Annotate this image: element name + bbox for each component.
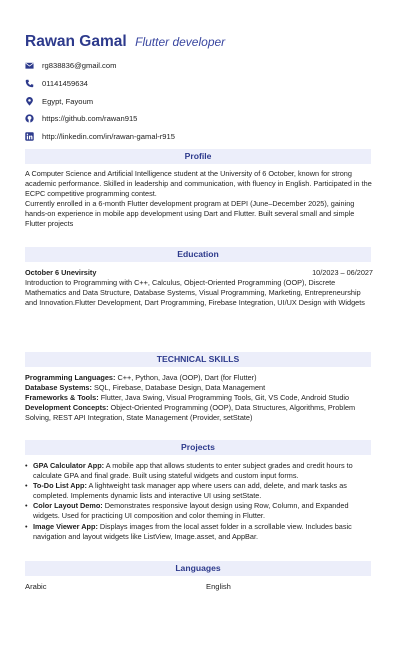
profile-program: Currently enrolled in a 6-month Flutter development program at DEPI (June–December 2025), gaining hands-on experience in mobile app development using Dart and Flutter. Built several small and simple Flutter projects <box>25 199 355 229</box>
section-header-skills: TECHNICAL SKILLS <box>25 352 371 367</box>
project-image-viewer: • Image Viewer App: Displays images from the local asset folder in a scrollable view. Includes basic navigation and layout widgets like ListView, Image.asset, and AppBar. <box>33 522 373 542</box>
mail-icon <box>25 61 34 70</box>
phone-text: 01141459634 <box>42 79 88 89</box>
full-name: Rawan Gamal <box>25 33 127 50</box>
contact-github[interactable] <box>25 110 175 128</box>
contact-list <box>25 57 175 145</box>
school-name: October 6 Unevirsity <box>25 268 97 277</box>
education-entry-header <box>25 268 373 278</box>
email-text: rg838836@gmail.com <box>42 61 117 71</box>
project-todo-list: • To-Do List App: A lightweight task manager app where users can add, delete, and mark tasks as completed. Implements dynamic lists and interactive UI using setState. <box>33 481 373 501</box>
skill-programming-languages: Programming Languages: C++, Python, Java (OOP), Dart (for Flutter) <box>25 373 257 382</box>
education-dates: 10/2023 – 06/2027 <box>312 268 373 277</box>
section-header-projects: Projects <box>25 440 371 455</box>
education-section <box>25 268 373 308</box>
language-english: English <box>206 582 231 591</box>
profile-summary: A Computer Science and Artificial Intelligence student at the University of 6 October, known for strong academic performance. Skilled in leadership and communication, with fluency in English. Participated in the ECPC competitive programming contest. <box>25 169 372 199</box>
project-gpa-calculator: • GPA Calculator App: A mobile app that allows students to enter subject grades and credit hours to calculate GPA and final grade. Built using stateful widgets and custom input forms. <box>33 461 373 481</box>
github-link: https://github.com/rawan915 <box>42 114 138 124</box>
contact-location <box>25 92 175 110</box>
projects-list <box>25 461 373 542</box>
skill-development-concepts: Development Concepts: Object-Oriented Programming (OOP), Data Structures, Algorithms, Problem Solving, REST API Integration, State Management (Provider, setState) <box>25 403 356 423</box>
project-color-layout: • Color Layout Demo: Demonstrates responsive layout design using Row, Column, and Expanded widgets. Used for practicing UI composition and color theming in Flutter. <box>33 501 373 521</box>
location-text: Egypt, Fayoum <box>42 96 94 106</box>
contact-phone[interactable] <box>25 75 175 93</box>
phone-icon <box>25 79 34 88</box>
section-header-education: Education <box>25 247 371 262</box>
skills-section <box>25 373 373 423</box>
location-icon <box>25 97 34 106</box>
contact-email[interactable] <box>25 57 175 75</box>
section-header-languages: Languages <box>25 561 371 576</box>
job-title: Flutter developer <box>135 35 226 49</box>
language-arabic: Arabic <box>25 582 47 591</box>
profile-section <box>25 169 373 230</box>
linkedin-link: http://linkedin.com/in/rawan-gamal-r915 <box>42 132 175 142</box>
github-icon <box>25 114 34 123</box>
linkedin-icon <box>25 132 34 141</box>
section-header-profile: Profile <box>25 149 371 164</box>
resume-header <box>25 33 225 51</box>
education-details: Introduction to Programming with C++, Calculus, Object-Oriented Programming (OOP), Discrete Mathematics and Data Structure, Database Systems, Visual Programming, Marketing, Entrepreneurship and Innovation.Flutter Development, Dart Programming, Firebase Integration, UI/UX Design with Widgets <box>25 278 365 308</box>
projects-section <box>25 461 373 542</box>
contact-linkedin[interactable] <box>25 128 175 146</box>
skill-frameworks-tools: Frameworks & Tools: Flutter, Java Swing, Visual Programming Tools, Git, VS Code, Android Studio <box>25 393 350 403</box>
skill-database-systems: Database Systems: SQL, Firebase, Database Design, Data Management <box>25 383 266 393</box>
